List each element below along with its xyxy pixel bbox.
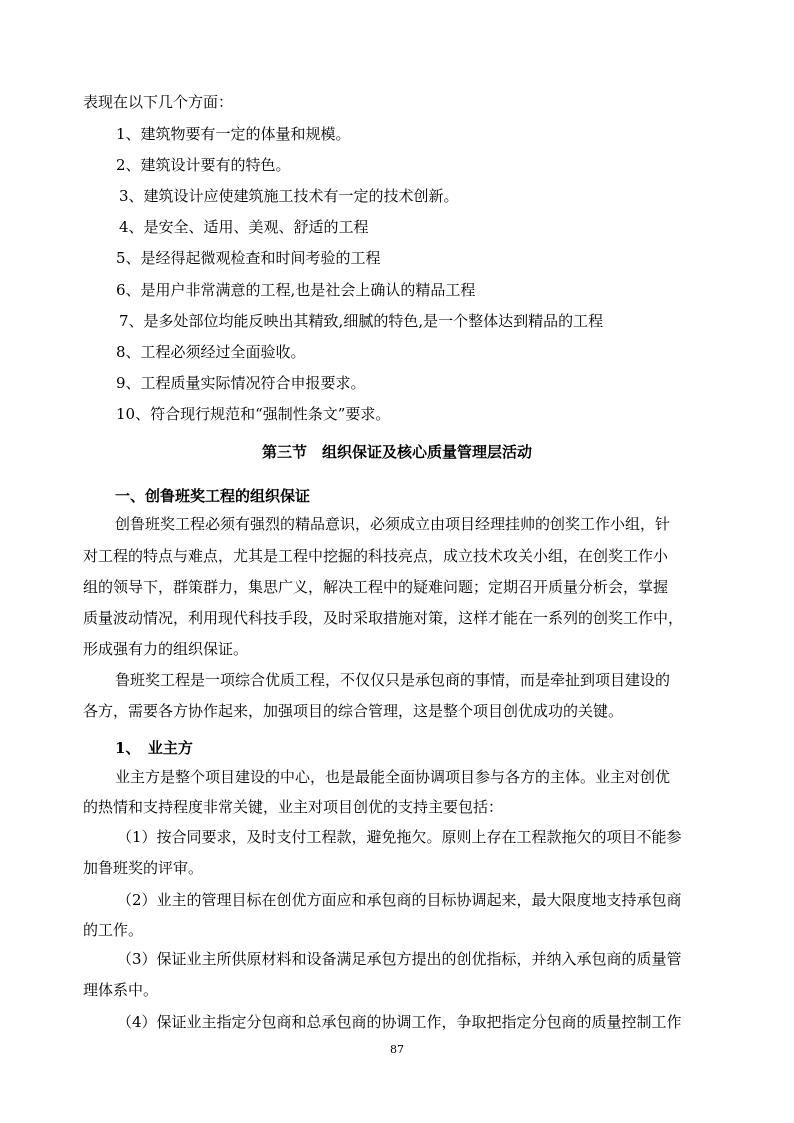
list-item: 10、符合现行规范和“强制性条文”要求。 xyxy=(116,405,391,423)
enumerated-item-line: （2）业主的管理目标在创优方面应和承包商的目标协调起来，最大限度地支持承包商 xyxy=(117,891,682,909)
list-item: 8、工程必须经过全面验收。 xyxy=(116,343,306,361)
enumerated-item-line: （4）保证业主指定分包商和总承包商的协调工作，争取把指定分包商的质量控制工作 xyxy=(117,1013,682,1031)
paragraph-line: 各方，需要各方协作起来，加强项目的综合管理，这是整个项目创优成功的关键。 xyxy=(83,702,624,720)
page-number: 87 xyxy=(390,1043,404,1056)
list-item: 4、是安全、适用、美观、舒适的工程 xyxy=(119,218,369,236)
list-item: 1、建筑物要有一定的体量和规模。 xyxy=(116,125,351,143)
list-item: 7、是多处部位均能反映出其精致,细腻的特色,是一个整体达到精品的工程 xyxy=(119,312,604,330)
enumerated-item-line: 的工作。 xyxy=(83,921,144,939)
enumerated-item-line: （1）按合同要求，及时支付工程款，避免拖欠。原则上存在工程款拖欠的项目不能参 xyxy=(117,828,682,846)
list-item: 9、工程质量实际情况符合申报要求。 xyxy=(116,374,366,392)
list-item: 2、建筑设计要有的特色。 xyxy=(116,156,291,174)
intro-text: 表现在以下几个方面： xyxy=(83,93,234,111)
paragraph-line: 对工程的特点与难点，尤其是工程中挖掘的科技亮点，成立技术攻关小组，在创奖工作小 xyxy=(83,547,669,565)
paragraph-line: 形成强有力的组织保证。 xyxy=(83,640,249,658)
paragraph-line: 业主方是整个项目建设的中心，也是最能全面协调项目参与各方的主体。业主对创优 xyxy=(115,768,671,786)
list-item: 6、是用户非常满意的工程,也是社会上确认的精品工程 xyxy=(116,281,476,299)
paragraph-line: 质量波动情况，利用现代科技手段，及时采取措施对策，这样才能在一系列的创奖工作中， xyxy=(83,609,684,627)
paragraph-line: 组的领导下，群策群力，集思广义，解决工程中的疑难问题；定期召开质量分析会，掌握 xyxy=(83,578,669,596)
enumerated-item-line: 理体系中。 xyxy=(83,981,159,999)
enumerated-item-line: （3）保证业主所供原材料和设备满足承包方提出的创优指标，并纳入承包商的质量管 xyxy=(117,950,682,968)
section-title: 第三节 组织保证及核心质量管理层活动 xyxy=(261,443,532,461)
subsection-heading: 1、 业主方 xyxy=(115,739,193,757)
enumerated-item-line: 加鲁班奖的评审。 xyxy=(83,859,204,877)
paragraph-line: 的热情和支持程度非常关键，业主对项目创优的支持主要包括： xyxy=(83,798,504,816)
paragraph-line: 鲁班奖工程是一项综合优质工程，不仅仅只是承包商的事情，而是牵扯到项目建设的 xyxy=(115,671,671,689)
list-item: 3、建筑设计应使建筑施工技术有一定的技术创新。 xyxy=(119,187,459,205)
list-item: 5、是经得起微观检查和时间考验的工程 xyxy=(116,249,381,267)
paragraph-line: 创鲁班奖工程必须有强烈的精品意识，必须成立由项目经理挂帅的创奖工作小组，针 xyxy=(115,515,671,533)
subsection-heading: 一、创鲁班奖工程的组织保证 xyxy=(115,487,311,505)
